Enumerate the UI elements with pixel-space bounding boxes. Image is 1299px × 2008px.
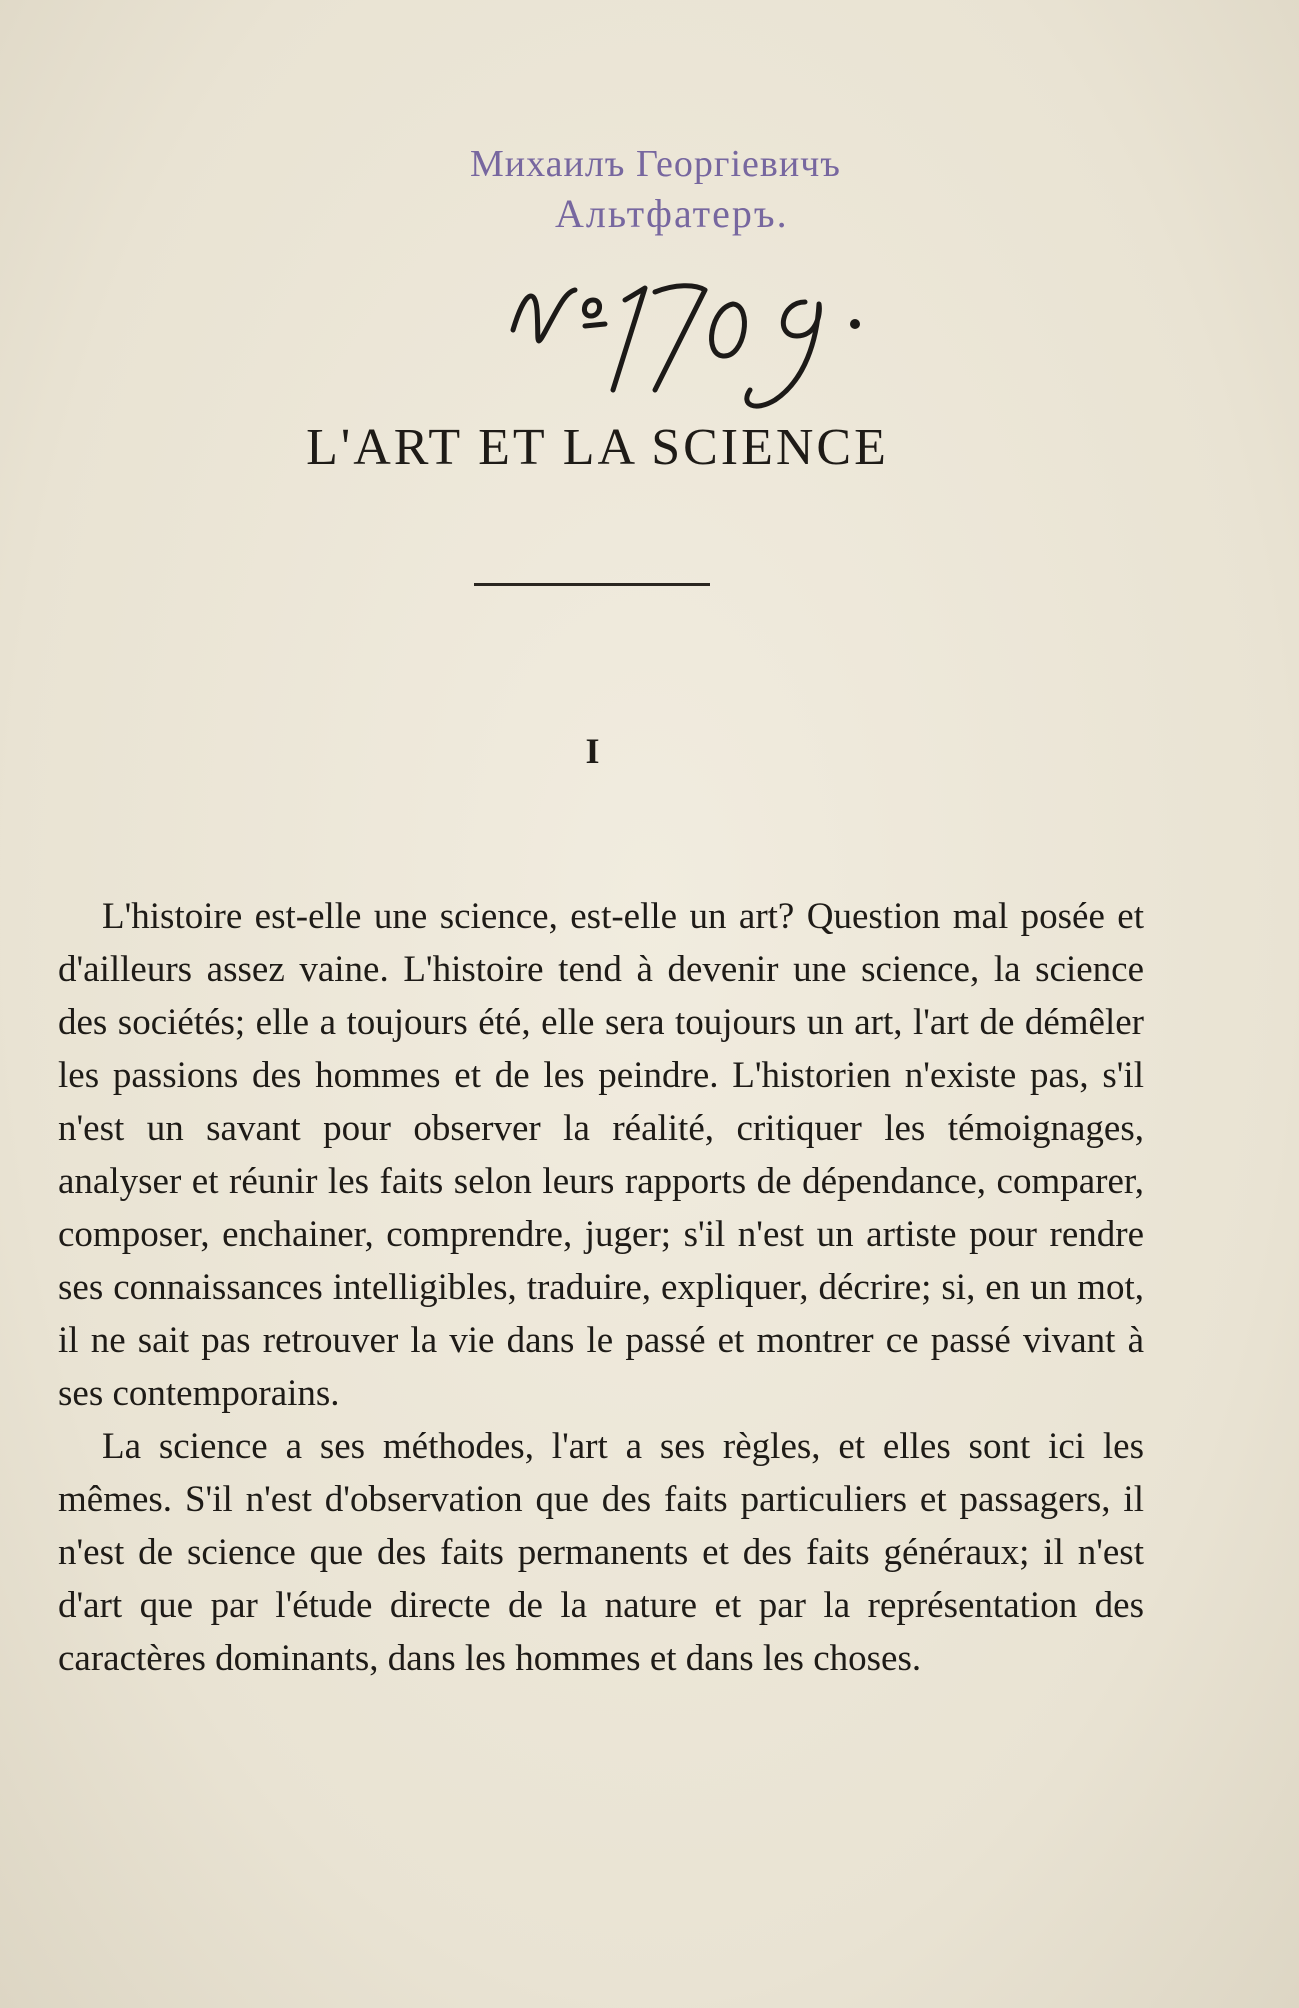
handwritten-inventory-number <box>505 270 925 430</box>
body-text <box>58 890 1144 1685</box>
paragraph: L'histoire est-elle une science, est-elle un art? Question mal posée et d'ailleurs assez vaine. L'histoire tend à devenir une science, la science des sociétés; elle a toujours été, elle sera toujours un art, l'art de démêler les passions des hommes et de les peindre. L'historien n'existe pas, s'il n'est un savant pour observer la réalité, critiquer les témoignages, analyser et réunir les faits selon leurs rapports de dépendance, comparer, composer, enchainer, comprendre, juger; s'il n'est un artiste pour rendre ses connaissances intelligibles, traduire, expliquer, décrire; si, en un mot, il ne sait pas retrouver la vie dans le passé et montrer ce passé vivant à ses contemporains. <box>58 896 1144 1414</box>
stamp-line-1: Михаилъ Георгіевичъ <box>470 143 841 185</box>
ownership-stamp <box>470 142 990 237</box>
stamp-line-2: Альтфатеръ. <box>555 191 789 236</box>
paragraph: La science a ses méthodes, l'art a ses règles, et elles sont ici les mêmes. S'il n'est d'observation que des faits particuliers et passagers, il n'est de science que des faits permanents et des faits généraux; il n'est d'art que par l'étude directe de la nature et par la représentation des caractères dominants, dans les hommes et dans les choses. <box>58 1426 1144 1679</box>
chapter-numeral: I <box>585 731 600 771</box>
page-title: L'ART ET LA SCIENCE <box>306 419 889 476</box>
title-divider <box>474 583 710 586</box>
